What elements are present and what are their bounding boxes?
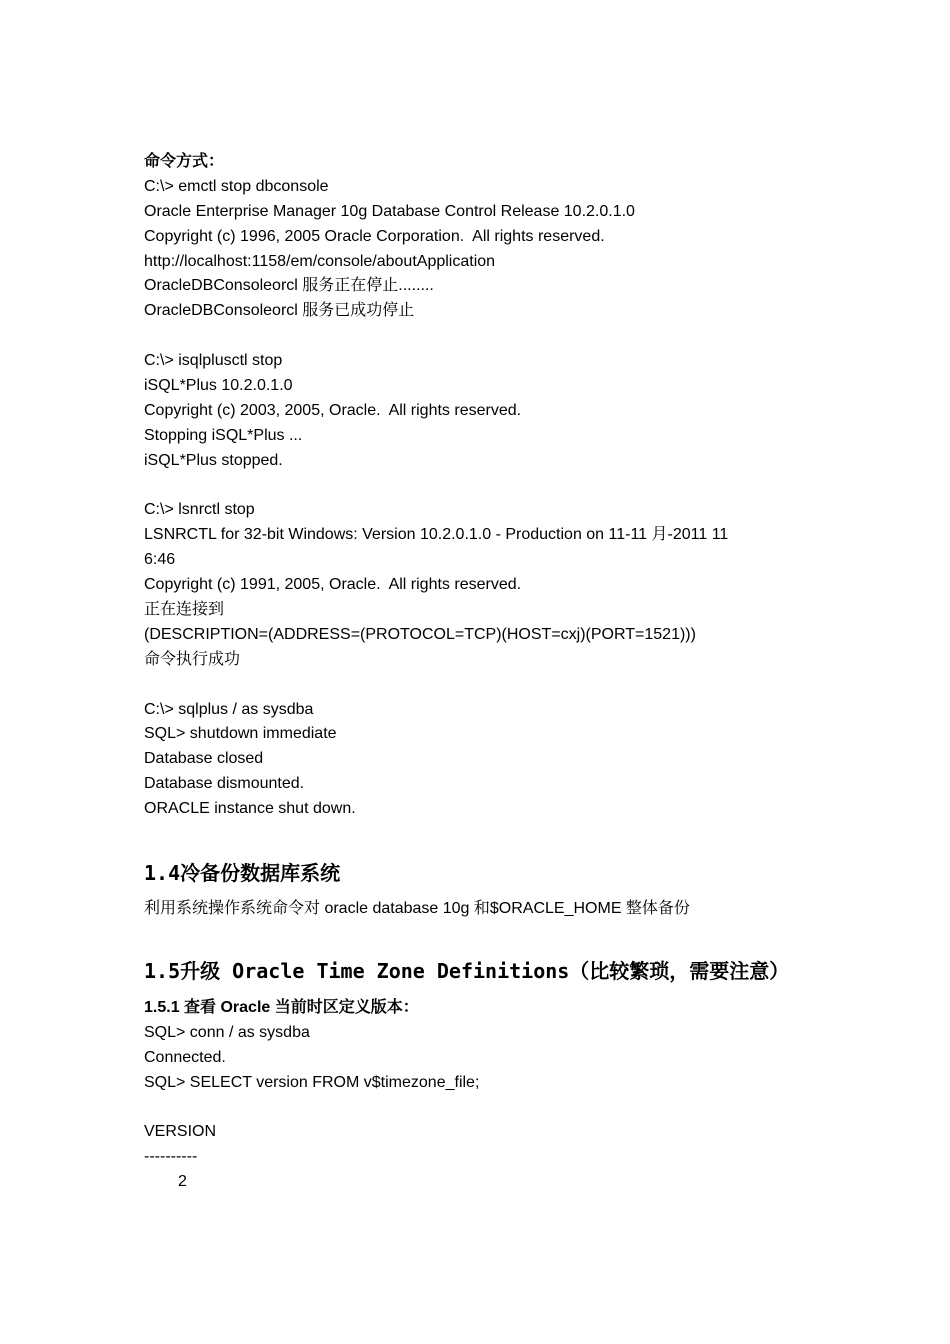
result-value: 2	[178, 1173, 187, 1191]
code-line: C:\> sqlplus / as sysdba	[144, 700, 314, 718]
code-line: Copyright (c) 1991, 2005, Oracle. All rights reserved.	[144, 576, 522, 594]
code-line: 6:46	[144, 551, 176, 569]
code-line: Database dismounted.	[144, 775, 305, 793]
code-line: C:\> lsnrctl stop	[144, 501, 255, 519]
section-1-5-body	[144, 996, 479, 1195]
section-heading-1-5: 1.5升级 Oracle Time Zone Definitions（比较繁琐，需要注意）	[144, 959, 790, 983]
emctl-block	[144, 175, 824, 324]
code-line: http://localhost:1158/em/console/aboutApplication	[144, 252, 496, 270]
sub-heading-1-5-1: 1.5.1 查看 Oracle 当前时区定义版本：	[144, 999, 419, 1016]
isqlplus-block	[144, 349, 824, 473]
section-paragraph-1-4: 利用系统操作系统命令对 oracle database 10g 和$ORACLE_HOME 整体备份	[144, 900, 690, 917]
lsnrctl-block	[144, 498, 824, 672]
code-line: 正在连接到	[144, 601, 225, 619]
section-heading-1-4: 1.4冷备份数据库系统	[144, 861, 341, 885]
code-line: iSQL*Plus 10.2.0.1.0	[144, 377, 293, 395]
code-line: Oracle Enterprise Manager 10g Database Control Release 10.2.0.1.0	[144, 202, 635, 220]
spacer	[144, 1096, 479, 1121]
result-header: VERSION	[144, 1123, 217, 1141]
spacer	[144, 324, 824, 349]
sqlplus-block	[144, 698, 824, 822]
code-line: 命令执行成功	[144, 650, 241, 668]
code-line: iSQL*Plus stopped.	[144, 451, 283, 469]
code-line: Connected.	[144, 1048, 226, 1066]
code-line: Database closed	[144, 750, 264, 768]
spacer	[144, 474, 824, 499]
code-line: C:\> isqlplusctl stop	[144, 352, 283, 370]
code-line: (DESCRIPTION=(ADDRESS=(PROTOCOL=TCP)(HOST=cxj)(PORT=1521)))	[144, 625, 696, 643]
result-separator: ----------	[144, 1148, 198, 1166]
code-line: OracleDBConsoleorcl 服务正在停止........	[144, 277, 434, 295]
code-line: LSNRCTL for 32-bit Windows: Version 10.2.0.1.0 - Production on 11-11 月-2011 11	[144, 526, 729, 544]
code-line: SQL> conn / as sysdba	[144, 1023, 310, 1041]
code-line: ORACLE instance shut down.	[144, 800, 356, 818]
code-line: Copyright (c) 2003, 2005, Oracle. All rights reserved.	[144, 401, 522, 419]
code-line: OracleDBConsoleorcl 服务已成功停止	[144, 302, 415, 320]
code-line: Stopping iSQL*Plus ...	[144, 426, 303, 444]
code-line: SQL> SELECT version FROM v$timezone_file;	[144, 1073, 480, 1091]
code-line: Copyright (c) 1996, 2005 Oracle Corporation. All rights reserved.	[144, 227, 605, 245]
document-page	[144, 150, 824, 1191]
spacer	[144, 673, 824, 698]
code-line: SQL> shutdown immediate	[144, 725, 337, 743]
cmd-method-label: 命令方式：	[144, 153, 225, 170]
code-line: C:\> emctl stop dbconsole	[144, 177, 329, 195]
